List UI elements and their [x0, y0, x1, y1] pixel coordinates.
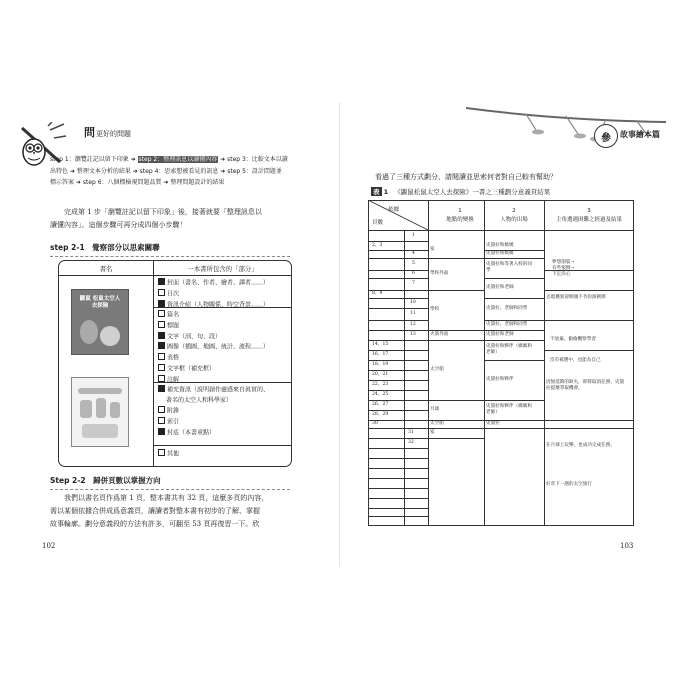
row-rule	[428, 438, 484, 439]
location-cell: 太空船	[430, 367, 444, 372]
row-rule	[544, 270, 634, 271]
row-rule	[368, 270, 428, 271]
character-cell: 史黛拉和老師	[486, 332, 514, 337]
page-number-cell: 24、25	[372, 392, 389, 397]
checklist-group-4	[158, 449, 179, 460]
event-cell: 有些悵惘→	[552, 266, 575, 271]
row-rule	[428, 428, 484, 429]
row-rule	[484, 320, 544, 321]
cover-illustration	[100, 326, 120, 346]
steps-line-2	[50, 166, 300, 178]
row-rule	[428, 330, 484, 331]
page-number-left: 102	[42, 542, 56, 550]
paragraph-line: 需以某個依據合併成爲意義頁，讓讀者對整本書有初步的了解、掌握	[50, 507, 260, 515]
page-number-cell: 4	[412, 251, 415, 256]
chapter-badge: 參	[594, 124, 618, 148]
checklist-item: 表格	[158, 353, 269, 364]
header-col1: 地點的變換	[446, 217, 474, 223]
cover-illustration	[80, 400, 92, 418]
row-rule	[368, 448, 428, 449]
checklist-item: 索引	[158, 417, 269, 428]
checklist-group-2	[158, 310, 269, 386]
table-tag: 表	[373, 188, 380, 196]
row-rule	[368, 488, 428, 489]
event-cell: 不放棄，偷偷觀察學習	[550, 337, 596, 342]
row-divider	[153, 445, 291, 446]
header-book-name: 書名	[59, 261, 154, 275]
event-cell: 因無延期的缺失，即將取消任務，史黛	[546, 380, 625, 385]
steps-flow	[50, 154, 300, 189]
right-intro: 看過了三種方式劃分，請閱讀並思索何者對自己較有幫助？	[375, 173, 557, 181]
header-pages: 頁數	[372, 220, 384, 226]
dashed-rule	[50, 489, 290, 490]
character-cell: 史黛拉	[486, 421, 500, 426]
step-2-2-paragraph	[50, 492, 300, 531]
character-cell: 史黛拉和夥伴	[486, 377, 514, 382]
page-number-cell: 13	[410, 332, 416, 337]
row-rule	[484, 428, 544, 429]
cover-illustration	[96, 398, 106, 418]
checklist-item: 封底（本書重點）	[158, 428, 269, 439]
checkbox-empty-icon	[158, 353, 165, 360]
row-rule	[368, 458, 428, 459]
character-cell: 史黛拉和夥伴（媽媽和	[486, 344, 532, 349]
checklist-item: 註解	[158, 375, 269, 386]
checkbox-checked-icon	[158, 278, 165, 285]
row-rule	[368, 380, 428, 381]
row-rule	[368, 241, 428, 242]
checklist-item: 篇名	[158, 310, 269, 321]
event-cell: 在月球上玩樂，也成功完成任務。	[546, 443, 615, 448]
column-divider	[153, 261, 154, 466]
page-number-cell: 32	[408, 440, 414, 445]
steps-text: 標示答案 ➜ step 6：八個標檢視問題品質 ➜ 整理問題設計的結果	[50, 179, 225, 187]
table-header	[59, 261, 291, 275]
checkbox-checked-icon	[158, 300, 165, 307]
row-rule	[368, 320, 428, 321]
character-cell: 史黛拉和夥伴（媽媽和	[486, 404, 532, 409]
checkbox-empty-icon	[158, 321, 165, 328]
character-cell: 史黛拉、老師和同學	[486, 322, 528, 327]
checkbox-empty-icon	[158, 375, 165, 382]
page-number-cell: 28、29	[372, 412, 389, 417]
row-rule	[368, 400, 428, 401]
row-rule	[484, 298, 544, 299]
row-rule	[544, 350, 634, 351]
location-cell: 家	[430, 430, 435, 435]
header-col3: 主角遭遇困難之經過及結果	[555, 217, 622, 223]
checklist-item: 封面（書名、作者、繪者、譯者……）	[158, 278, 269, 289]
paragraph-line: 我們以書名頁作爲第 1 頁，整本書共有 32 頁，這麼多頁的內容，	[64, 494, 269, 502]
header-col2: 人物的出場	[500, 217, 528, 223]
character-cell: 老師）	[486, 410, 500, 415]
checklist-item: 補充資訊（說明創作靈感來自眞實的、	[158, 385, 269, 396]
event-cell: 下定決心	[552, 272, 571, 277]
book-parts-table	[58, 260, 292, 467]
cover-illustration	[80, 320, 98, 344]
header-basis: 依據	[388, 207, 400, 213]
checklist-item: 文字框（補充框）	[158, 364, 269, 375]
checkbox-empty-icon	[158, 364, 165, 371]
checklist-group-3	[158, 385, 269, 438]
book-cover-front	[71, 289, 129, 355]
page-number-cell: 10	[410, 300, 416, 305]
step-2-1-title	[50, 242, 160, 253]
column-rule	[544, 200, 545, 526]
row-rule	[368, 370, 428, 371]
row-rule	[428, 258, 484, 259]
header-col2-num: 2	[512, 208, 516, 214]
page-number-cell: 1	[412, 232, 415, 238]
table-caption-text: 《鼴鼠松鼠太空人去探險》一書之三種劃分意義頁結果	[394, 188, 551, 196]
page-number-cell: 26、27	[372, 402, 389, 407]
steps-line-1	[50, 154, 300, 166]
dashed-rule	[50, 256, 290, 257]
character-cell: 學	[486, 268, 491, 273]
page-number-cell: 22、23	[372, 382, 389, 387]
table-border	[368, 525, 634, 526]
checkbox-empty-icon	[158, 289, 165, 296]
checklist-item: 附錄	[158, 406, 269, 417]
checkbox-checked-icon	[158, 428, 165, 435]
row-rule	[428, 340, 484, 341]
row-rule	[544, 290, 634, 291]
checklist-group-1	[158, 278, 269, 310]
checklist-item-continued: 著名的太空人和科學家）	[166, 396, 233, 404]
location-cell: 太空船	[430, 421, 444, 426]
event-cell: 丟現優異卻側頭不肯扮演韌擇	[546, 295, 606, 300]
row-rule	[484, 340, 544, 341]
question-title: 問	[84, 126, 95, 139]
row-rule	[484, 360, 544, 361]
header-book-parts: 一本書所包含的「部分」	[187, 264, 258, 273]
page-number-cell: 18、19	[372, 362, 389, 367]
cover-illustration	[82, 424, 118, 438]
row-rule	[368, 516, 428, 517]
column-rule	[428, 200, 429, 526]
location-cell: 學校外面	[430, 271, 449, 276]
row-rule	[368, 478, 428, 479]
row-rule	[368, 298, 428, 299]
steps-line-3	[50, 177, 300, 189]
row-rule	[368, 468, 428, 469]
row-rule	[368, 508, 428, 509]
paragraph-line: 故事輪廓。劃分意義段的方法有許多，可翻至 53 頁再復習一下。欣	[50, 520, 260, 528]
row-rule	[368, 428, 428, 429]
cover-illustration	[110, 402, 120, 418]
event-cell: 夢想崩裂→	[552, 260, 575, 265]
page-gutter	[339, 102, 340, 566]
header-divider	[368, 230, 634, 231]
column-rule	[484, 200, 485, 526]
event-cell: 好奇下一趟的太空旅行	[546, 482, 592, 487]
steps-current-highlight: step 2：整理訊息以讀懂內容	[138, 156, 218, 163]
row-rule	[368, 308, 428, 309]
row-rule	[368, 350, 428, 351]
checklist-item: 其他	[158, 449, 179, 460]
checkbox-empty-icon	[158, 406, 165, 413]
book-cover-title: 鼴鼠 松鼠太空人 去探險	[79, 296, 121, 309]
column-rule	[404, 230, 405, 526]
page-number-cell: 7	[412, 281, 415, 286]
row-rule	[544, 320, 634, 321]
checkbox-checked-icon	[158, 332, 165, 339]
chapter-title: 故事繪本篇	[620, 130, 660, 139]
character-cell: 史黛拉和媽媽	[486, 242, 514, 248]
checklist-item: 資訊介紹（人物關係、時空背景……）	[158, 300, 269, 311]
location-cell: 火箭外面	[430, 332, 449, 337]
row-rule	[368, 278, 428, 279]
row-rule	[368, 330, 428, 331]
header-col1-num: 1	[458, 208, 462, 214]
intro-paragraph	[50, 206, 300, 232]
table-number: 1	[383, 188, 389, 196]
page-number-cell: 5	[412, 261, 415, 266]
row-rule	[368, 438, 428, 439]
row-rule	[428, 290, 484, 291]
location-cell: 學校	[430, 307, 440, 312]
row-rule	[484, 258, 544, 259]
location-cell: 家	[430, 246, 435, 252]
row-rule	[544, 428, 634, 429]
row-rule	[368, 258, 428, 259]
row-rule	[368, 410, 428, 411]
row-rule	[544, 420, 634, 421]
page-number-right: 103	[620, 542, 634, 550]
character-cell: 史黛拉和等著入校的同	[486, 262, 532, 267]
row-rule	[368, 498, 428, 499]
table-border	[633, 200, 634, 526]
checkbox-empty-icon	[158, 417, 165, 424]
division-table	[368, 200, 634, 526]
steps-text: step 1：瀏覽註記以留下印象 ➜	[50, 156, 138, 163]
row-rule	[368, 390, 428, 391]
checkbox-checked-icon	[158, 342, 165, 349]
event-cell: 拉提聚爭取機會。	[546, 386, 583, 391]
page-number-cell: 14、15	[372, 342, 389, 347]
steps-text: ➜ step 3：比較文本以讀	[218, 156, 288, 163]
question-heading	[84, 124, 131, 140]
character-cell: 史黛拉和媽媽	[486, 251, 514, 256]
page-number-cell: 11	[410, 311, 416, 316]
character-cell: 老師）	[486, 350, 500, 355]
row-rule	[368, 360, 428, 361]
character-cell: 史黛拉和老師	[486, 285, 514, 290]
page-number-cell: 8、9	[372, 291, 383, 296]
step-2-1-title-text: step 2-1 覺察部分以思索關聯	[50, 243, 160, 252]
step-2-2-title-text: Step 2-2 歸併頁數以掌握方向	[50, 476, 161, 485]
location-cell: 月球	[430, 407, 440, 412]
checkbox-checked-icon	[158, 385, 165, 392]
page-number-cell: 20、21	[372, 372, 389, 377]
row-rule	[484, 278, 544, 279]
row-rule	[484, 330, 544, 331]
step-2-2-title	[50, 475, 161, 486]
steps-text: 出特色 ➜ 整理文本分析的結果 ➜ step 4：思索想被看見的訊息 ➜ step 5：設計問題並	[50, 167, 282, 175]
checklist-item: 標題	[158, 321, 269, 332]
header-divider	[59, 275, 291, 276]
checklist-item: 圖像（插圖、地圖、統計、流程……）	[158, 342, 269, 353]
cover-illustration	[78, 388, 122, 394]
checklist-item: 目次	[158, 289, 269, 300]
intro-line: 讀懂內容」。這個步驟可再分成四個小步驟！	[50, 221, 187, 229]
table-caption	[371, 187, 550, 196]
character-cell: 史黛拉、老師和同學	[486, 306, 528, 311]
page-number-cell: 12	[410, 322, 416, 327]
checklist-item: 文字（詞、句、段）	[158, 332, 269, 343]
row-rule	[428, 400, 484, 401]
page-number-cell: 31	[408, 430, 414, 435]
page-number-cell: 6	[412, 271, 415, 276]
row-rule	[484, 400, 544, 401]
page-number-cell: 2、3	[372, 242, 383, 248]
page-number-cell: 30	[372, 421, 378, 426]
checkbox-empty-icon	[158, 449, 165, 456]
book-cover-back	[71, 377, 129, 447]
row-rule	[368, 340, 428, 341]
row-rule	[368, 250, 428, 251]
page-number-cell: 16、17	[372, 352, 389, 357]
event-cell: 沒有被選中，也能為自己	[550, 358, 601, 363]
question-subtitle: 更好的問題	[96, 130, 131, 138]
intro-line: 完成第 1 步「瀏覽註記以留下印象」後，接著就要「整理訊息以	[64, 208, 262, 216]
checkbox-empty-icon	[158, 310, 165, 317]
header-col3-num: 3	[587, 208, 591, 214]
